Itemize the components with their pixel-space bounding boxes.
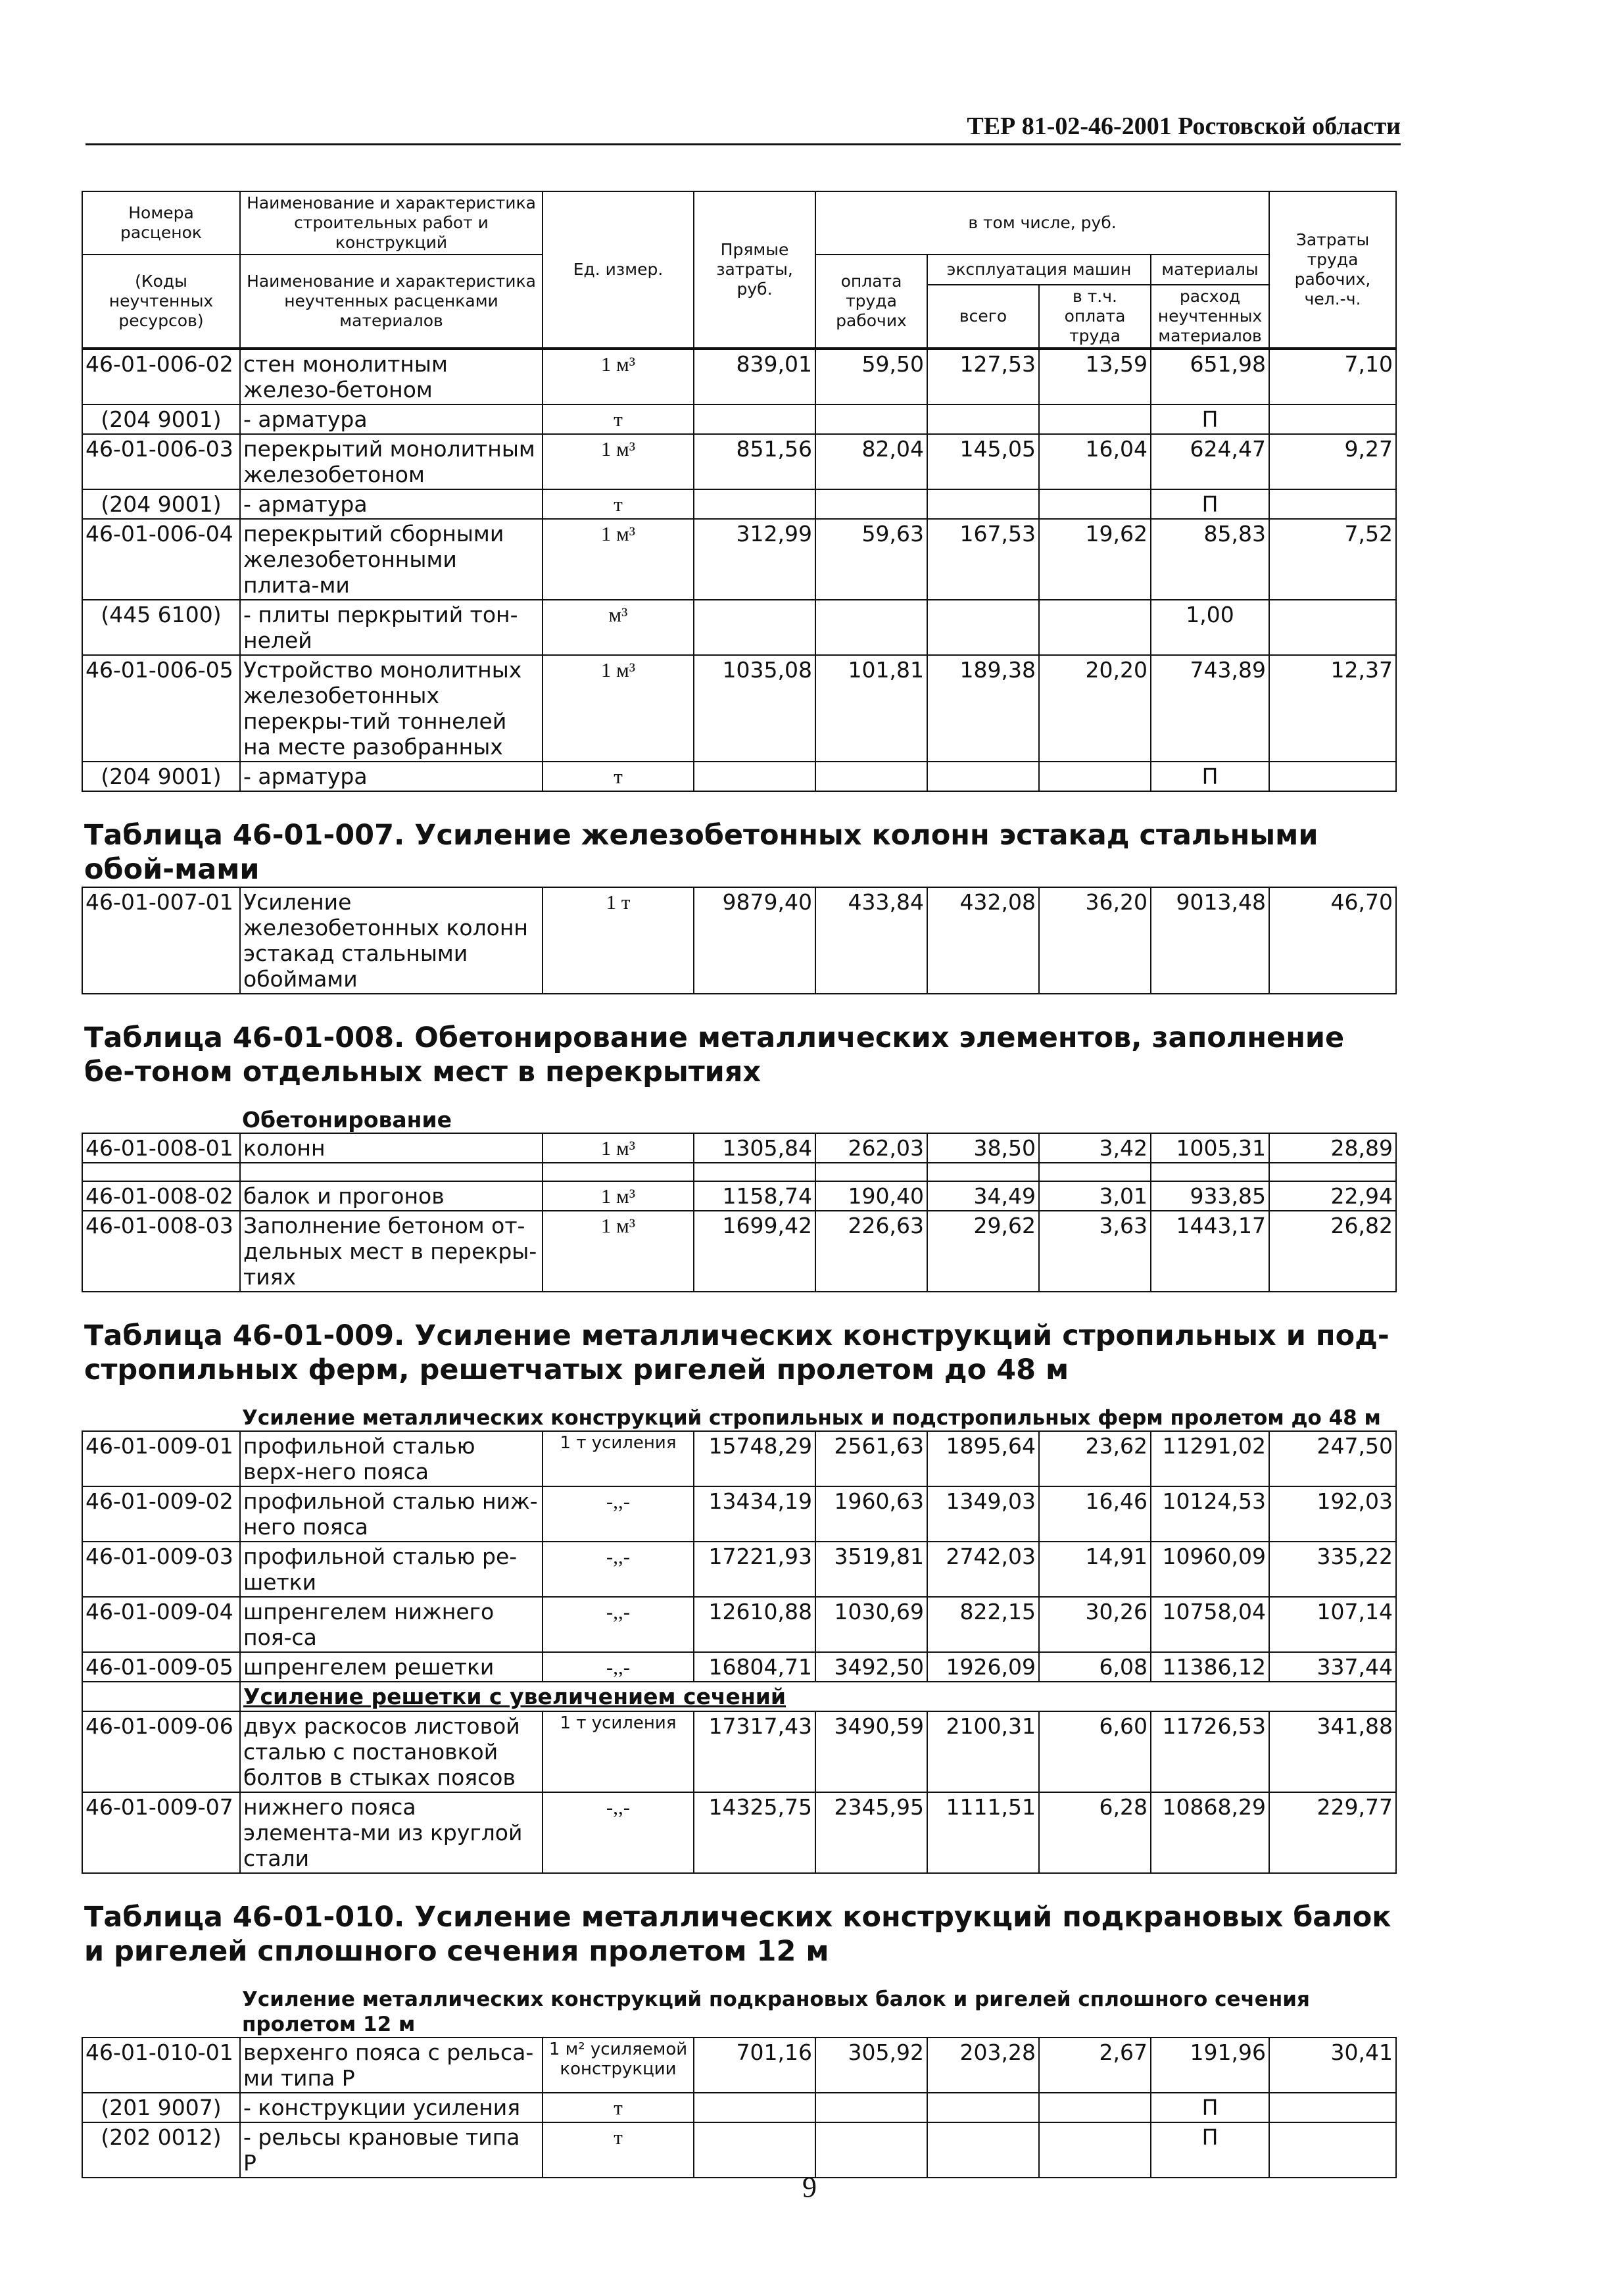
labor-pay: 305,92 [815, 2038, 927, 2093]
document-blocks [82, 349, 1395, 2178]
machines-total [927, 2122, 1039, 2178]
labor-hours: 192,03 [1269, 1486, 1396, 1542]
rate-name: - рельсы крановые типа Р [240, 2122, 543, 2178]
direct-costs [694, 762, 815, 791]
rate-name: шпренгелем решетки [240, 1652, 543, 1682]
machines-total: 203,28 [927, 2038, 1039, 2093]
machines-labor-pay: 6,28 [1039, 1792, 1151, 1873]
direct-costs: 9879,40 [694, 887, 815, 994]
machines-labor-pay [1039, 600, 1151, 655]
table-title-label: Таблица 46-01-009. [84, 1319, 405, 1352]
table-row [82, 1181, 1396, 1211]
head-labor-pay: оплата труда рабочих [815, 255, 927, 348]
rate-unit: 1 т [543, 887, 694, 994]
rate-unit: т [543, 404, 694, 434]
head-name2: Наименование и характеристика неучтенных расценками материалов [240, 255, 543, 348]
table-title-text: Усиление металлических конструкций стропильных и под-стропильных ферм, решетчатых ригелей пролетом до 48 м [84, 1319, 1389, 1386]
table-title [82, 1021, 1395, 1089]
rates-table [82, 349, 1397, 792]
table-row [82, 2122, 1396, 2178]
rate-unit: 1 м³ [543, 1133, 694, 1163]
materials: 10960,09 [1151, 1542, 1269, 1597]
materials: 1005,31 [1151, 1133, 1269, 1163]
rate-unit: 1 м³ [543, 1181, 694, 1211]
labor-pay [815, 489, 927, 519]
rate-name: перекрытий монолитным железобетоном [240, 434, 543, 489]
machines-total: 167,53 [927, 519, 1039, 600]
labor-hours: 30,41 [1269, 2038, 1396, 2093]
table-row [82, 404, 1396, 434]
rate-unit: т [543, 489, 694, 519]
table-row [82, 1711, 1396, 1792]
machines-total [927, 762, 1039, 791]
direct-costs [694, 2122, 815, 2178]
machines-labor-pay [1039, 2122, 1151, 2178]
machines-labor-pay: 30,26 [1039, 1597, 1151, 1652]
labor-pay: 3492,50 [815, 1652, 927, 1682]
materials: 10868,29 [1151, 1792, 1269, 1873]
rate-code: 46-01-006-04 [82, 519, 240, 600]
rate-code: 46-01-010-01 [82, 2038, 240, 2093]
rate-name: балок и прогонов [240, 1181, 543, 1211]
materials: П [1151, 762, 1269, 791]
labor-hours: 12,37 [1269, 655, 1396, 762]
page-number: 9 [802, 2171, 817, 2203]
section-subtitle: Усиление металлических конструкций подкрановых балок и ригелей сплошного сечения пролетом 12 м [242, 1988, 1310, 2036]
machines-total [927, 600, 1039, 655]
head-materials: материалы [1151, 255, 1269, 285]
machines-labor-pay: 36,20 [1039, 887, 1151, 994]
labor-pay [815, 2093, 927, 2122]
table-row [82, 519, 1396, 600]
head-unit: Ед. измер. [543, 191, 694, 348]
direct-costs [694, 489, 815, 519]
labor-hours: 28,89 [1269, 1133, 1396, 1163]
section-subtitle: Усиление металлических конструкций стропильных и подстропильных ферм пролетом до 48 м [242, 1406, 1381, 1430]
head-direct: Прямые затраты, руб. [694, 191, 815, 348]
labor-hours: 22,94 [1269, 1181, 1396, 1211]
head-incl-pay: в т.ч. оплата труда [1039, 285, 1151, 348]
materials: 933,85 [1151, 1181, 1269, 1211]
materials: 191,96 [1151, 2038, 1269, 2093]
section-subtitle: Обетонирование [242, 1107, 452, 1133]
rate-unit: т [543, 762, 694, 791]
table-row [82, 2093, 1396, 2122]
labor-pay: 190,40 [815, 1181, 927, 1211]
machines-total: 1926,09 [927, 1652, 1039, 1682]
machines-total: 1895,64 [927, 1431, 1039, 1486]
machines-labor-pay [1039, 2093, 1151, 2122]
direct-costs: 312,99 [694, 519, 815, 600]
table-row [82, 1597, 1396, 1652]
labor-pay: 433,84 [815, 887, 927, 994]
labor-hours: 46,70 [1269, 887, 1396, 994]
table-title-label: Таблица 46-01-010. [84, 1901, 405, 1934]
rate-code: 46-01-006-05 [82, 655, 240, 762]
materials: 1,00 [1151, 600, 1269, 655]
labor-hours: 229,77 [1269, 1792, 1396, 1873]
direct-costs: 16804,71 [694, 1652, 815, 1682]
direct-costs: 1158,74 [694, 1181, 815, 1211]
machines-total: 2100,31 [927, 1711, 1039, 1792]
rate-unit: 1 м³ [543, 519, 694, 600]
materials: 10758,04 [1151, 1597, 1269, 1652]
table-row [82, 2038, 1396, 2093]
materials: 1443,17 [1151, 1211, 1269, 1292]
rate-name: стен монолитным железо-бетоном [240, 349, 543, 404]
machines-total: 1349,03 [927, 1486, 1039, 1542]
head-codes: Номера расценок [82, 191, 240, 255]
rate-name: нижнего пояса элемента-ми из круглой стали [240, 1792, 543, 1873]
rate-code: (202 0012) [82, 2122, 240, 2178]
rate-code: 46-01-009-04 [82, 1597, 240, 1652]
head-total: всего [927, 285, 1039, 348]
direct-costs: 17221,93 [694, 1542, 815, 1597]
labor-hours: 107,14 [1269, 1597, 1396, 1652]
rate-code: 46-01-009-03 [82, 1542, 240, 1597]
materials: 651,98 [1151, 349, 1269, 404]
labor-pay: 1960,63 [815, 1486, 927, 1542]
table-row [82, 434, 1396, 489]
rate-name: Заполнение бетоном от-дельных мест в перекры-тиях [240, 1211, 543, 1292]
table-title [82, 1319, 1395, 1387]
table-row [82, 887, 1396, 994]
machines-total: 38,50 [927, 1133, 1039, 1163]
rate-name: профильной сталью ниж-него пояса [240, 1486, 543, 1542]
labor-pay [815, 2122, 927, 2178]
document-body [82, 191, 1395, 2178]
rate-unit: -,,- [543, 1792, 694, 1873]
rate-unit: 1 м³ [543, 1211, 694, 1292]
table-row [82, 349, 1396, 404]
rate-unit: 1 м³ [543, 434, 694, 489]
rate-code: 46-01-006-02 [82, 349, 240, 404]
table-row [82, 1211, 1396, 1292]
direct-costs: 13434,19 [694, 1486, 815, 1542]
direct-costs: 17317,43 [694, 1711, 815, 1792]
materials: 10124,53 [1151, 1486, 1269, 1542]
direct-costs: 14325,75 [694, 1792, 815, 1873]
machines-labor-pay: 3,01 [1039, 1181, 1151, 1211]
labor-hours [1269, 2093, 1396, 2122]
materials: П [1151, 2122, 1269, 2178]
head-machines: эксплуатация машин [927, 255, 1151, 285]
header-title: ТЕР 81-02-46-2001 Ростовской области [967, 112, 1401, 140]
table-row [82, 1133, 1396, 1163]
labor-pay: 82,04 [815, 434, 927, 489]
rate-name: профильной сталью верх-него пояса [240, 1431, 543, 1486]
rate-unit: 1 т усиления [543, 1431, 694, 1486]
head-labor: Затраты труда рабочих, чел.-ч. [1269, 191, 1396, 348]
materials: 11386,12 [1151, 1652, 1269, 1682]
labor-hours [1269, 2122, 1396, 2178]
direct-costs: 701,16 [694, 2038, 815, 2093]
machines-total: 34,49 [927, 1181, 1039, 1211]
machines-labor-pay: 14,91 [1039, 1542, 1151, 1597]
rate-name: двух раскосов листовой сталью с постановкой болтов в стыках поясов [240, 1711, 543, 1792]
machines-labor-pay: 6,08 [1039, 1652, 1151, 1682]
labor-pay: 3519,81 [815, 1542, 927, 1597]
rate-name: профильной сталью ре-шетки [240, 1542, 543, 1597]
direct-costs [694, 404, 815, 434]
rate-name: - конструкции усиления [240, 2093, 543, 2122]
labor-pay: 2345,95 [815, 1792, 927, 1873]
machines-labor-pay: 3,42 [1039, 1133, 1151, 1163]
labor-hours [1269, 404, 1396, 434]
rates-table-head [82, 191, 1397, 349]
table-title-text: Усиление металлических конструкций подкрановых балок и ригелей сплошного сечения пролетом 12 м [84, 1901, 1391, 1968]
labor-pay: 1030,69 [815, 1597, 927, 1652]
machines-labor-pay: 19,62 [1039, 519, 1151, 600]
table-row [82, 1792, 1396, 1873]
rate-code: 46-01-007-01 [82, 887, 240, 994]
rate-code: 46-01-009-06 [82, 1711, 240, 1792]
rate-code: (201 9007) [82, 2093, 240, 2122]
rate-code: (204 9001) [82, 489, 240, 519]
rate-unit: -,,- [543, 1597, 694, 1652]
table-row [82, 655, 1396, 762]
labor-hours: 9,27 [1269, 434, 1396, 489]
table-title [82, 1900, 1395, 1968]
labor-pay: 59,63 [815, 519, 927, 600]
direct-costs: 12610,88 [694, 1597, 815, 1652]
rate-name: - арматура [240, 404, 543, 434]
labor-hours [1269, 600, 1396, 655]
rate-code: (204 9001) [82, 404, 240, 434]
rate-unit: т [543, 2093, 694, 2122]
labor-pay: 262,03 [815, 1133, 927, 1163]
machines-total: 1111,51 [927, 1792, 1039, 1873]
materials: 85,83 [1151, 519, 1269, 600]
table-row [82, 762, 1396, 791]
rate-code: 46-01-009-01 [82, 1431, 240, 1486]
machines-total: 822,15 [927, 1597, 1039, 1652]
direct-costs: 1035,08 [694, 655, 815, 762]
rate-unit: т [543, 2122, 694, 2178]
labor-pay: 2561,63 [815, 1431, 927, 1486]
materials: 743,89 [1151, 655, 1269, 762]
materials: 9013,48 [1151, 887, 1269, 994]
table-title-label: Таблица 46-01-007. [84, 819, 405, 852]
rate-code: 46-01-008-03 [82, 1211, 240, 1292]
head-codes2: (Коды неучтенных ресурсов) [82, 255, 240, 348]
rate-name: верхенго пояса с рельса-ми типа Р [240, 2038, 543, 2093]
table-title-label: Таблица 46-01-008. [84, 1021, 405, 1054]
rate-name: - арматура [240, 489, 543, 519]
table-title-text: Обетонирование металлических элементов, заполнение бе-тоном отдельных мест в перекрытиях [84, 1021, 1345, 1088]
labor-hours: 337,44 [1269, 1652, 1396, 1682]
rate-unit: 1 м³ [543, 655, 694, 762]
materials: П [1151, 404, 1269, 434]
subheading-text: Усиление решетки с увеличением сечений [240, 1682, 1396, 1711]
rate-name: - плиты перкрытий тон-нелей [240, 600, 543, 655]
table-title-text: Усиление железобетонных колонн эстакад стальными обой-мами [84, 819, 1318, 886]
rate-code: 46-01-009-05 [82, 1652, 240, 1682]
rates-table [82, 887, 1397, 994]
machines-total: 189,38 [927, 655, 1039, 762]
machines-labor-pay: 20,20 [1039, 655, 1151, 762]
machines-total [927, 489, 1039, 519]
table-row [82, 1431, 1396, 1486]
head-mat-use: расход неучтенных материалов [1151, 285, 1269, 348]
labor-hours: 341,88 [1269, 1711, 1396, 1792]
labor-pay: 226,63 [815, 1211, 927, 1292]
rate-name: Усиление железобетонных колонн эстакад стальными обоймами [240, 887, 543, 994]
direct-costs: 1305,84 [694, 1133, 815, 1163]
machines-total [927, 404, 1039, 434]
labor-pay: 101,81 [815, 655, 927, 762]
rate-name: Устройство монолитных железобетонных перекры-тий тоннелей на месте разобранных [240, 655, 543, 762]
machines-total: 432,08 [927, 887, 1039, 994]
labor-pay: 59,50 [815, 349, 927, 404]
rate-code: 46-01-006-03 [82, 434, 240, 489]
table-row [82, 600, 1396, 655]
rate-unit: -,,- [543, 1652, 694, 1682]
labor-hours: 335,22 [1269, 1542, 1396, 1597]
labor-pay [815, 600, 927, 655]
machines-labor-pay: 2,67 [1039, 2038, 1151, 2093]
rate-name: колонн [240, 1133, 543, 1163]
rates-table [82, 1430, 1397, 1874]
running-header [85, 110, 1401, 145]
rate-code: 46-01-008-02 [82, 1181, 240, 1211]
rate-unit: 1 т усиления [543, 1711, 694, 1792]
rate-name: - арматура [240, 762, 543, 791]
direct-costs: 851,56 [694, 434, 815, 489]
machines-total: 127,53 [927, 349, 1039, 404]
rate-code: 46-01-009-07 [82, 1792, 240, 1873]
machines-labor-pay [1039, 489, 1151, 519]
machines-labor-pay: 16,04 [1039, 434, 1151, 489]
labor-hours [1269, 489, 1396, 519]
materials: П [1151, 489, 1269, 519]
materials: 11726,53 [1151, 1711, 1269, 1792]
rate-code: 46-01-008-01 [82, 1133, 240, 1163]
rates-table [82, 2037, 1397, 2178]
rate-unit: -,,- [543, 1486, 694, 1542]
subheading-row [82, 1682, 1396, 1711]
direct-costs [694, 2093, 815, 2122]
direct-costs: 1699,42 [694, 1211, 815, 1292]
rate-code: 46-01-009-02 [82, 1486, 240, 1542]
rate-code: (204 9001) [82, 762, 240, 791]
table-row [82, 1652, 1396, 1682]
direct-costs: 839,01 [694, 349, 815, 404]
materials: 624,47 [1151, 434, 1269, 489]
machines-labor-pay: 16,46 [1039, 1486, 1151, 1542]
spacer-row [82, 1163, 1396, 1181]
table-row [82, 489, 1396, 519]
rate-unit: м³ [543, 600, 694, 655]
materials: 11291,02 [1151, 1431, 1269, 1486]
labor-hours: 247,50 [1269, 1431, 1396, 1486]
machines-labor-pay [1039, 762, 1151, 791]
machines-labor-pay: 3,63 [1039, 1211, 1151, 1292]
rate-unit: 1 м³ [543, 349, 694, 404]
machines-total: 145,05 [927, 434, 1039, 489]
rates-table [82, 1133, 1397, 1292]
materials: П [1151, 2093, 1269, 2122]
labor-pay: 3490,59 [815, 1711, 927, 1792]
table-title [82, 818, 1395, 887]
table-row [82, 1542, 1396, 1597]
head-name: Наименование и характеристика строительных работ и конструкций [240, 191, 543, 255]
machines-labor-pay: 13,59 [1039, 349, 1151, 404]
machines-total: 29,62 [927, 1211, 1039, 1292]
labor-pay [815, 762, 927, 791]
machines-labor-pay: 23,62 [1039, 1431, 1151, 1486]
table-row [82, 1486, 1396, 1542]
machines-total [927, 2093, 1039, 2122]
labor-hours: 7,52 [1269, 519, 1396, 600]
labor-hours [1269, 762, 1396, 791]
head-incl: в том числе, руб. [815, 191, 1269, 255]
labor-hours: 7,10 [1269, 349, 1396, 404]
machines-labor-pay: 6,60 [1039, 1711, 1151, 1792]
rate-unit: 1 м² усиляемой конструкции [543, 2038, 694, 2093]
direct-costs [694, 600, 815, 655]
labor-pay [815, 404, 927, 434]
direct-costs: 15748,29 [694, 1431, 815, 1486]
rate-unit: -,,- [543, 1542, 694, 1597]
machines-total: 2742,03 [927, 1542, 1039, 1597]
rate-name: шпренгелем нижнего поя-са [240, 1597, 543, 1652]
machines-labor-pay [1039, 404, 1151, 434]
rate-code: (445 6100) [82, 600, 240, 655]
rate-name: перекрытий сборными железобетонными плита-ми [240, 519, 543, 600]
labor-hours: 26,82 [1269, 1211, 1396, 1292]
